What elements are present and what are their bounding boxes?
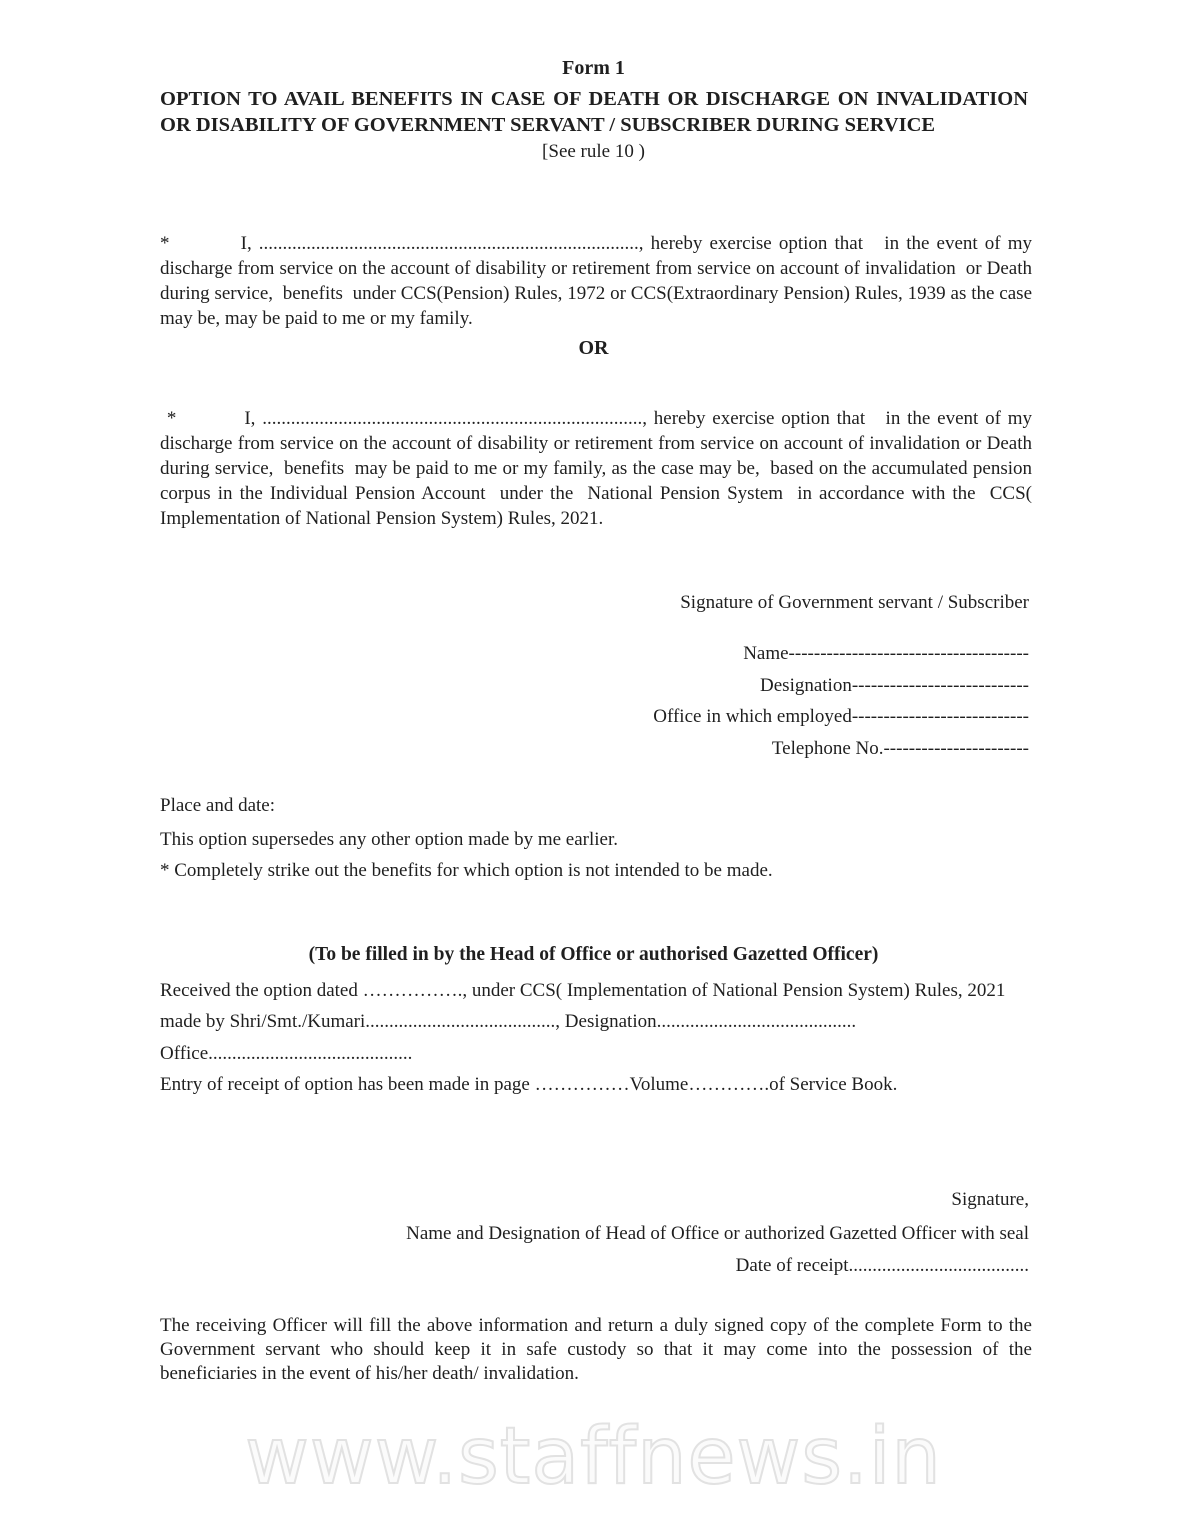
telephone-field-line: Telephone No.----------------------- <box>771 737 1029 759</box>
officer-signature-label: Signature, <box>951 1189 1029 1210</box>
watermark-text: www.staffnews.in <box>245 1412 942 1502</box>
office-blank-line: Office........................................... <box>160 1043 413 1064</box>
received-option-line: Received the option dated ……………., under CCS( Implementation of National Pension System) Rules, 2021 <box>160 980 1006 1001</box>
or-separator: OR <box>578 337 609 359</box>
subscriber-signature-fields <box>160 638 1029 764</box>
subscriber-signature-caption: Signature of Government servant / Subscriber <box>680 592 1029 613</box>
date-of-receipt-line: Date of receipt...................................... <box>735 1255 1029 1276</box>
supersede-note: This option supersedes any other option made by me earlier. <box>160 829 618 850</box>
option-two-paragraph: * I, ................................................................................, hereby exercise option that in the event of my discharge from service on the account of disability or retirement from service on account of invalidation or Death during service, benefits may be paid to me or my family, as the case may be, based on the accumulated pension corpus in the Individual Pension Account under the National Pension System in accordance with the CCS( Implementation of National Pension System) Rules, 2021. <box>160 408 1037 529</box>
option-one-paragraph: * I, ................................................................................, hereby exercise option that in the event of my discharge from service on the account of disability or retirement from service on account of invalidation or Death during service, benefits under CCS(Pension) Rules, 1972 or CCS(Extraordinary Pension) Rules, 1939 as the case may be, may be paid to me or my family. <box>160 233 1037 329</box>
designation-field-line: Designation---------------------------- <box>760 674 1029 696</box>
officer-name-designation-line: Name and Designation of Head of Office or authorized Gazetted Officer with seal <box>406 1223 1029 1244</box>
office-employed-field-line: Office in which employed---------------------------- <box>653 706 1029 727</box>
form-title: OPTION TO AVAIL BENEFITS IN CASE OF DEATH OR DISCHARGE ON INVALIDATION OR DISABILITY OF GOVERNMENT SERVANT / SUBSCRIBER DURING SERVICE <box>160 88 1028 136</box>
service-book-entry-line: Entry of receipt of option has been made in page ……………Volume………….of Service Book. <box>160 1074 898 1095</box>
form-number: Form 1 <box>562 57 625 79</box>
closing-instruction-paragraph: The receiving Officer will fill the above information and return a duly signed copy of the complete Form to the Government servant who should keep it in safe custody so that it may come into the possession of the beneficiaries in the event of his/her death/ invalidation. <box>160 1315 1037 1384</box>
strike-out-note: * Completely strike out the benefits for which option is not intended to be made. <box>160 860 773 881</box>
head-of-office-section-heading: (To be filled in by the Head of Office or authorised Gazetted Officer) <box>308 944 879 965</box>
rule-reference: [See rule 10 ) <box>542 141 645 162</box>
made-by-line: made by Shri/Smt./Kumari........................................, Designation.......................................... <box>160 1011 857 1032</box>
name-field-line: Name-------------------------------------- <box>743 643 1029 664</box>
place-and-date-label: Place and date: <box>160 795 276 816</box>
